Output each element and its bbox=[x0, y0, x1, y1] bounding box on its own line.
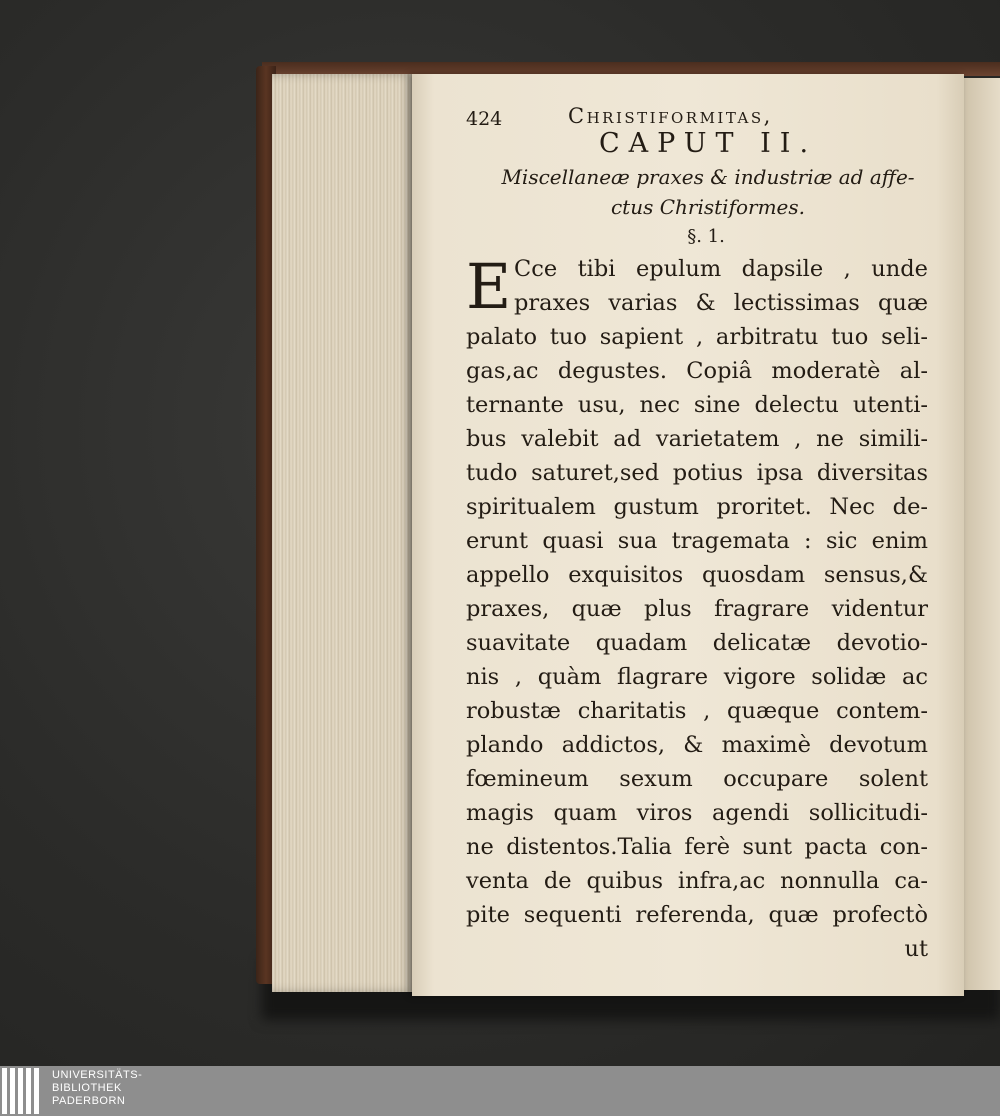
library-bars-logo-icon bbox=[2, 1068, 48, 1114]
text-line: bus valebit ad varietatem , ne simili- bbox=[466, 426, 928, 452]
drop-cap: E bbox=[466, 250, 512, 323]
page-number: 424 bbox=[466, 108, 503, 130]
subtitle-line: Miscellaneæ praxes & industriæ ad affe- bbox=[501, 165, 915, 189]
catchword: ut bbox=[904, 936, 928, 962]
text-line: praxes varias & lectissimas quæ bbox=[514, 290, 928, 316]
running-head: Christiformitas, bbox=[568, 104, 773, 128]
text-line: palato tuo sapient , arbitratu tuo seli- bbox=[466, 324, 928, 350]
facing-page-edge bbox=[964, 78, 1000, 990]
library-name bbox=[52, 1069, 142, 1108]
page-text-block bbox=[466, 100, 928, 966]
library-footer bbox=[0, 1066, 1000, 1116]
library-name-line: BIBLIOTHEK bbox=[52, 1082, 122, 1094]
text-line: suavitate quadam delicatæ devotio- bbox=[466, 630, 928, 656]
text-line: robustæ charitatis , quæque contem- bbox=[466, 698, 928, 724]
text-line: ternante usu, nec sine delectu utenti- bbox=[466, 392, 928, 418]
page-header bbox=[466, 100, 928, 132]
text-line: venta de quibus infra,ac nonnulla ca- bbox=[466, 868, 928, 894]
text-line: fœmineum sexum occupare solent bbox=[466, 766, 928, 792]
text-line: pite sequenti referenda, quæ profectò bbox=[466, 902, 928, 928]
subtitle-line: ctus Christiformes. bbox=[610, 195, 805, 219]
page-edges bbox=[272, 74, 414, 992]
text-line: tudo saturet,sed potius ipsa diversitas bbox=[466, 460, 928, 486]
text-line: ne distentos.Talia ferè sunt pacta con- bbox=[466, 834, 928, 860]
section-mark: §. 1. bbox=[687, 226, 725, 247]
text-line: magis quam viros agendi sollicitudi- bbox=[466, 800, 928, 826]
text-line: erunt quasi sua tragemata : sic enim bbox=[466, 528, 928, 554]
chapter-title: CAPUT II. bbox=[598, 128, 818, 159]
text-line: appello exquisitos quosdam sensus,& bbox=[466, 562, 928, 588]
library-name-line: PADERBORN bbox=[52, 1095, 126, 1107]
body-text bbox=[466, 252, 928, 966]
text-line: gas,ac degustes. Copiâ moderatè al- bbox=[466, 358, 928, 384]
text-line: nis , quàm flagrare vigore solidæ ac bbox=[466, 664, 928, 690]
text-line: plando addictos, & maximè devotum bbox=[466, 732, 928, 758]
text-line: spiritualem gustum proritet. Nec de- bbox=[466, 494, 928, 520]
chapter-subtitle bbox=[466, 162, 928, 222]
library-name-line: UNIVERSITÄTS- bbox=[52, 1069, 143, 1081]
text-line: praxes, quæ plus fragrare videntur bbox=[466, 596, 928, 622]
text-line: Cce tibi epulum dapsile , unde bbox=[514, 256, 928, 282]
